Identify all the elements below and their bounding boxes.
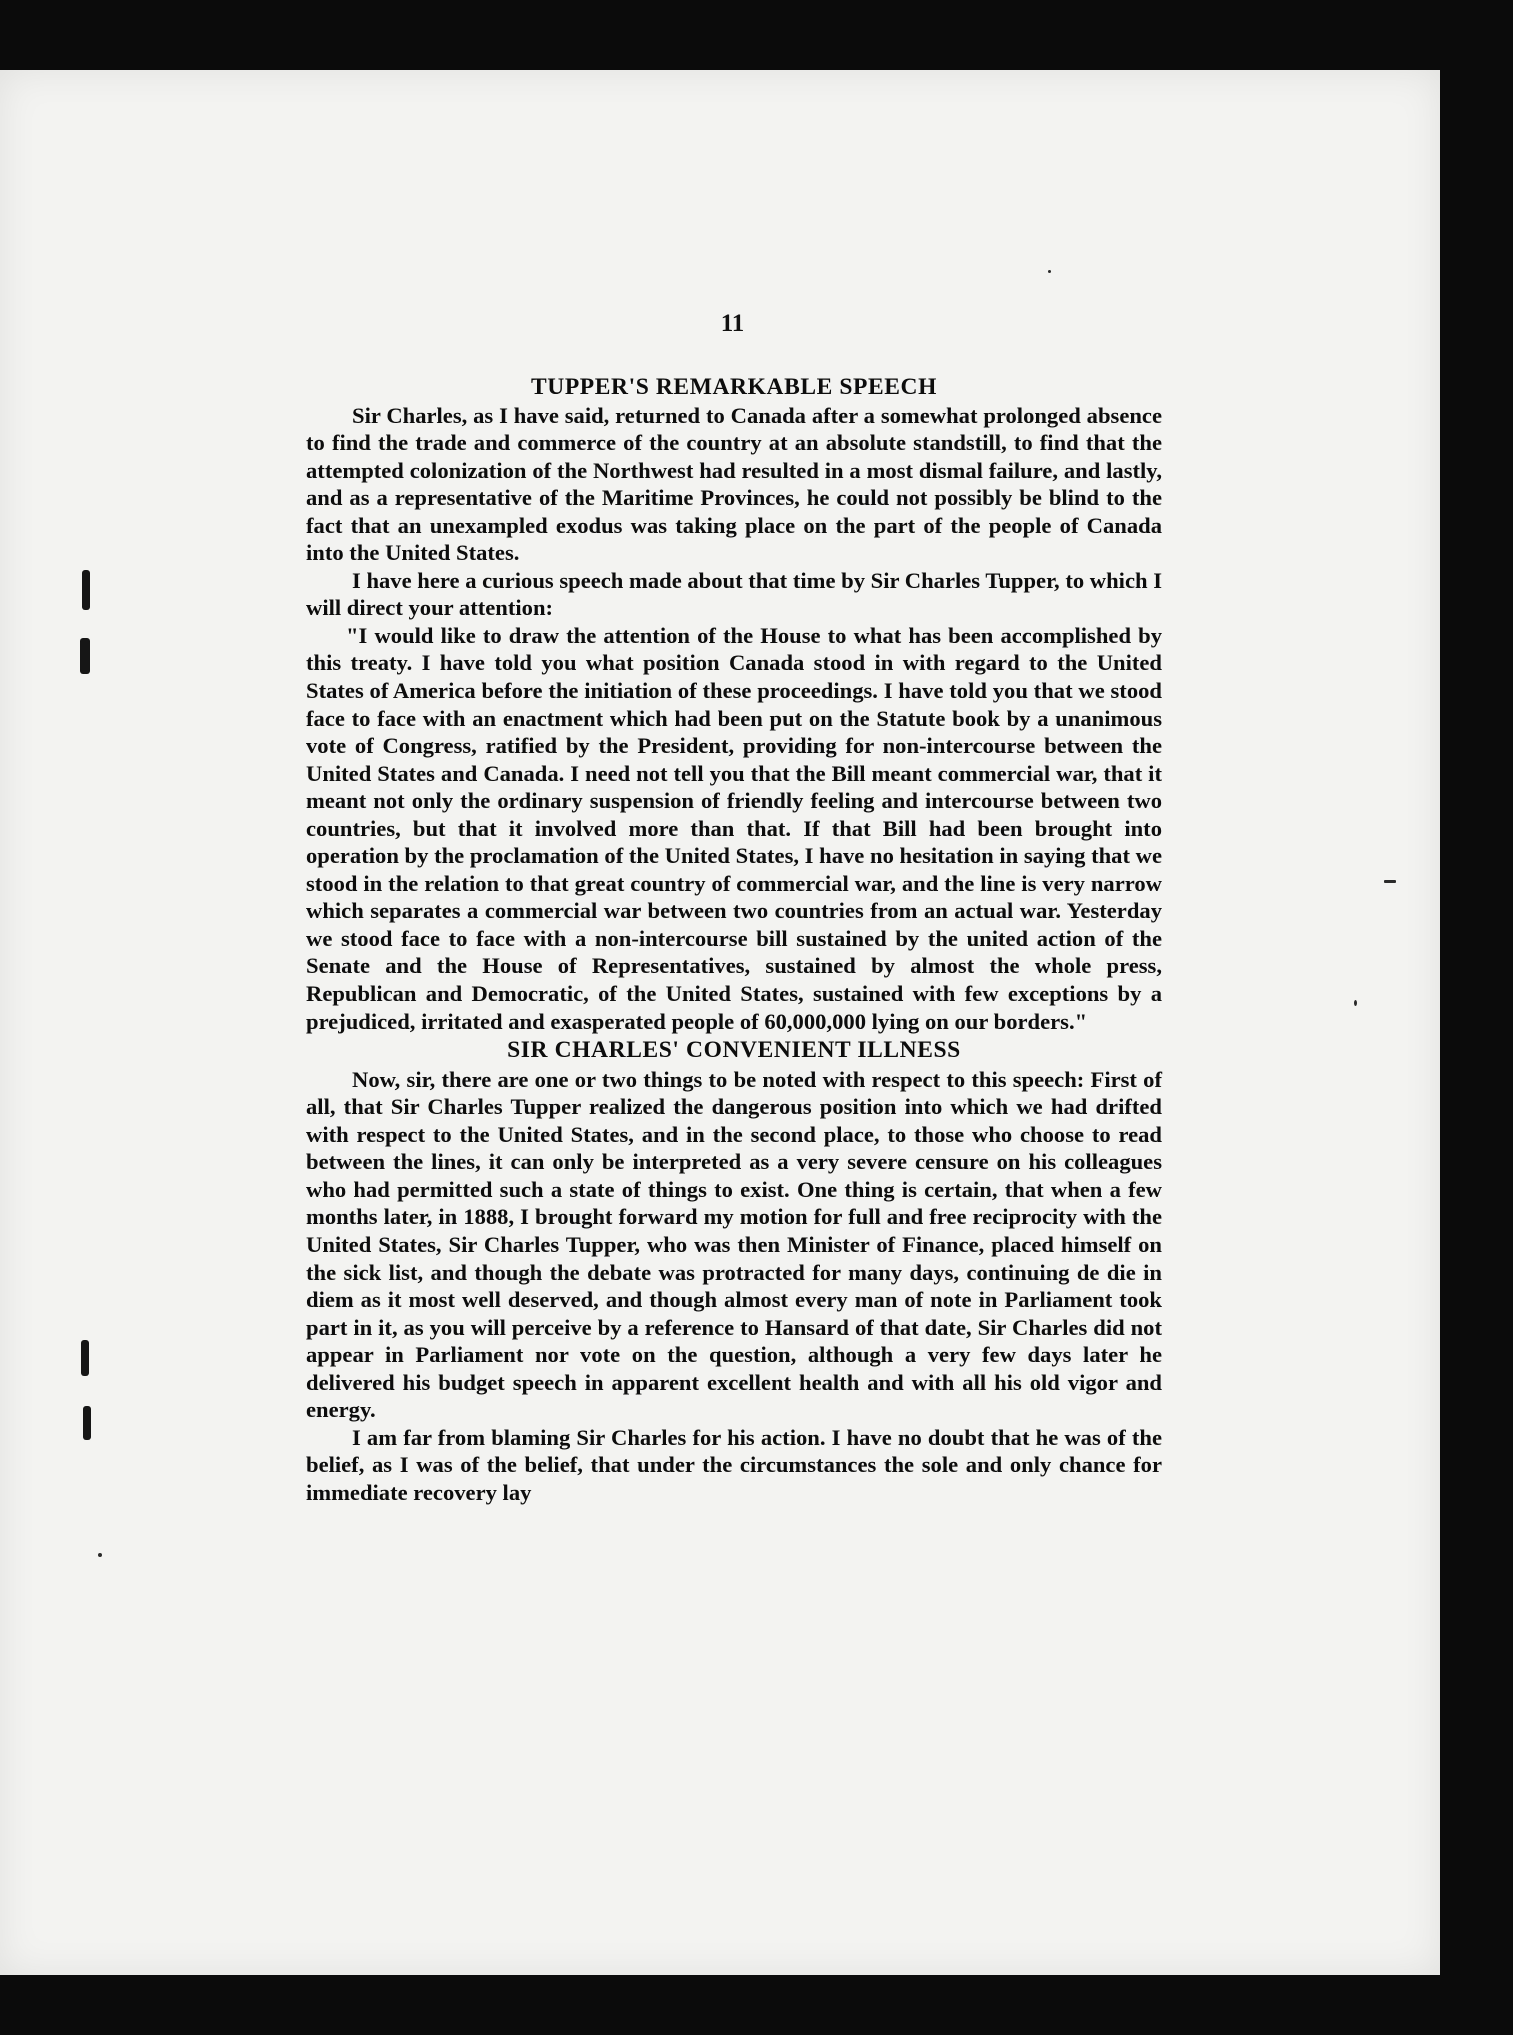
margin-mark [83,1406,91,1440]
margin-mark [81,1340,89,1376]
paragraph: I am far from blaming Sir Charles for his action. I have no doubt that he was of the belief, as I was of the belief, that under the circumstances the sole and only chance for immediate recovery lay [306,1424,1162,1505]
paragraph: I have here a curious speech made about that time by Sir Charles Tupper, to which I will direct your attention: [306,567,1162,621]
margin-mark [80,638,90,674]
page-speck [1354,1000,1357,1006]
page-number: 11 [720,310,745,337]
paragraph: Now, sir, there are one or two things to be noted with respect to this speech: First of all, that Sir Charles Tupper realized the dangerous position into which we had drifted with respect to the United States, and in the second place, to those who choose to read between the lines, it can only be interpreted as a very severe censure on his colleagues who had permitted such a state of things to exist. One thing is certain, that when a few months later, in 1888, I brought forward my motion for full and free reciprocity with the United States, Sir Charles Tupper, who was then Minister of Finance, placed himself on the sick list, and though the debate was protracted for many days, continuing de die in diem as it most well deserved, and though almost every man of note in Parliament took part in it, as you will perceive by a reference to Hansard of that date, Sir Charles did not appear in Parliament nor vote on the question, although a very few days later he delivered his budget speech in apparent excellent health and with all his old vigor and energy. [306,1066,1162,1423]
quoted-speech: "I would like to draw the attention of the House to what has been accomplished by this treaty. I have told you what position Canada stood in with regard to the United States of America before the initiation of these proceedings. I have told you that we stood face to face with an enactment which had been put on the Statute book by a unanimous vote of Congress, ratified by the President, providing for non-intercourse between the United States and Canada. I need not tell you that the Bill meant commercial war, that it meant not only the ordinary suspension of friendly feeling and intercourse between two countries, but that it involved more than that. If that Bill had been brought into operation by the proclamation of the United States, I have no hesitation in saying that we stood in the relation to that great country of commercial war, and the line is very narrow which separates a commercial war between two countries from an actual war. Yesterday we stood face to face with a non-intercourse bill sustained by the united action of the Senate and the House of Representatives, sustained by almost the whole press, Republican and Democratic, of the United States, sustained with few exceptions by a prejudiced, irritated and exasperated people of 60,000,000 lying on our borders." [306,622,1162,1034]
margin-mark [82,570,90,610]
page-speck [98,1553,102,1557]
paragraph: Sir Charles, as I have said, returned to Canada after a somewhat prolonged absence to find the trade and commerce of the country at an absolute standstill, to find that the attempted colonization of the Northwest had resulted in a most dismal failure, and lastly, and as a representative of the Maritime Provinces, he could not possibly be blind to the fact that an unexampled exodus was taking place on the part of the people of Canada into the United States. [306,402,1162,566]
section-heading: TUPPER'S REMARKABLE SPEECH [530,374,937,400]
article-text [306,374,1162,1506]
book-page [0,70,1440,1975]
page-speck [1048,270,1051,273]
section-heading: SIR CHARLES' CONVENIENT ILLNESS [507,1037,961,1064]
page-speck [1384,880,1396,883]
